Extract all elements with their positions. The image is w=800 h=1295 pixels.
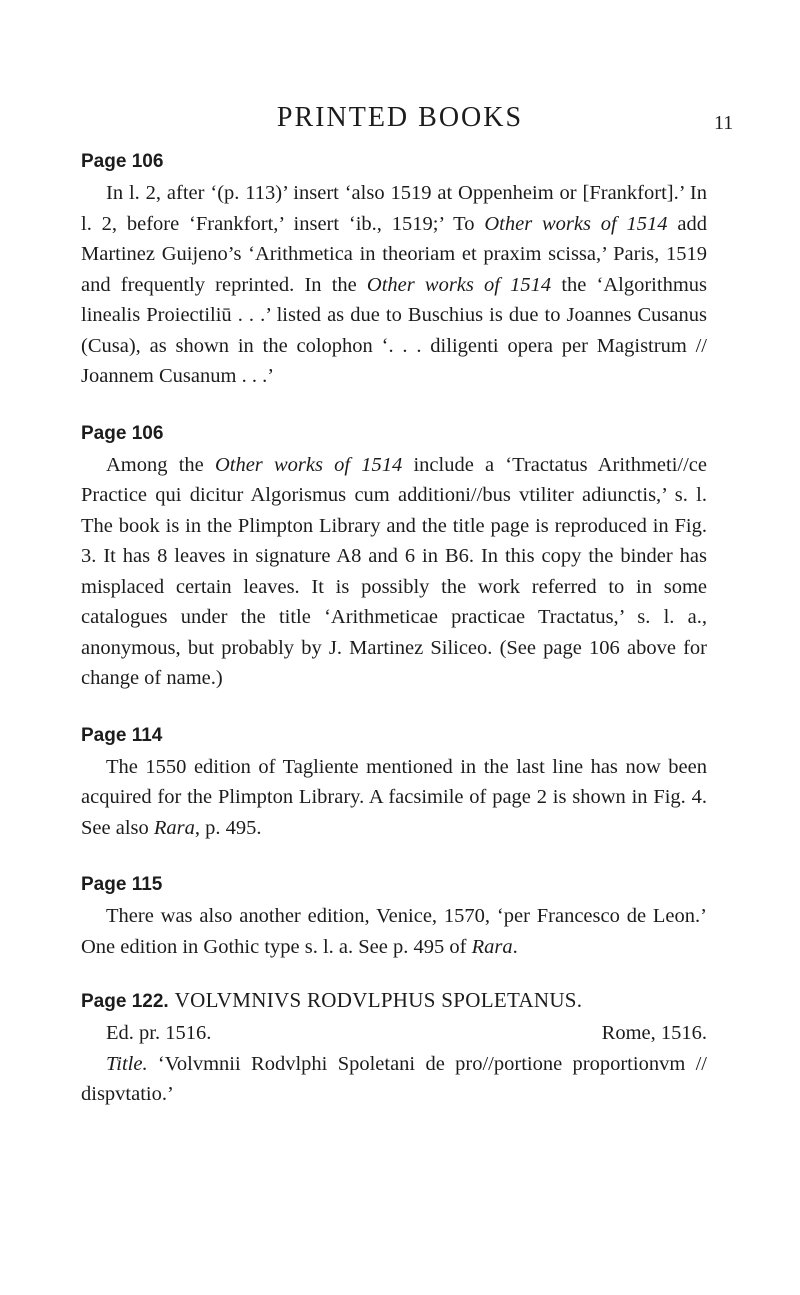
section-heading: Page 115 — [81, 874, 163, 895]
text-run: There was also another edition, Venice, 1570, ‘per Francesco de Leon.’ One edition in Gothic type s. l. a. See p. 495 of — [81, 905, 707, 958]
page-number: 11 — [714, 112, 734, 134]
section-page-106-a — [81, 150, 707, 392]
heading-author: VOLVMNIVS RODVLPHUS SPOLETANUS. — [174, 988, 583, 1012]
section-heading: Page 114 — [81, 724, 163, 746]
section-page-114 — [81, 724, 707, 844]
page-body — [81, 150, 707, 1140]
text-run: . — [512, 935, 518, 958]
running-head: PRINTED BOOKS — [276, 102, 524, 133]
heading-label: Page 122. — [81, 991, 169, 1012]
section-heading: Page 106 — [81, 422, 164, 444]
section-heading: Page 106 — [81, 151, 164, 172]
edition-row — [81, 1018, 707, 1049]
text-run: Among the — [106, 453, 215, 476]
section-paragraph — [81, 901, 707, 962]
italic-title: Other works of 1514 — [214, 453, 403, 476]
text-run: The 1550 edition of Tagliente mentioned in the last line has now been acquired for the Plimpton Library. A facsimile of page 2 is shown in Fig. 4. See also — [81, 755, 707, 839]
section-paragraph — [81, 450, 707, 694]
text-run: include a ‘Tractatus Arithmeti//ce Practice qui dicitur Algorismus cum additioni//bus vtiliter adiunctis,’ s. l. The book is in the Plimpton Library and the title page is reproduced in Fig. 3. It has 8 leaves in signature A8 and 6 in B6. In this copy the binder has misplaced certain leaves. It is possibly the work referred to in some catalogues under the title ‘Arithmeticae practicae Tractatus,’ s. l. a., anonymous, but probably by J. Martinez Siliceo. (See page 106 above for change of name.) — [81, 453, 708, 689]
text-run: add Martinez Guijeno’s ‘Arithmetica in theoriam et praxim scissa,’ Paris, 1519 and frequently reprinted. In the — [81, 212, 707, 296]
edition-place-date: Rome, 1516. — [601, 1022, 707, 1044]
title-label: Title. — [106, 1052, 148, 1075]
text-run: In l. 2, after ‘(p. 113)’ insert ‘also 1519 at Oppenheim or [Frankfort].’ In l. 2, before ‘Frankfort,’ insert ‘ib., 1519;’ To — [81, 182, 707, 235]
edition-princeps: Ed. pr. 1516. — [106, 1022, 212, 1044]
italic-title: Rara — [471, 935, 513, 958]
italic-title: Other works of 1514 — [366, 273, 552, 296]
italic-title: Other works of 1514 — [484, 212, 668, 235]
section-paragraph — [81, 178, 707, 392]
section-paragraph — [81, 1049, 707, 1110]
section-page-106-b — [81, 422, 707, 694]
section-paragraph — [81, 752, 707, 844]
text-run: , p. 495. — [194, 816, 262, 839]
section-page-115 — [81, 873, 707, 962]
text-run: the ‘Algorithmus linealis Proiectiliū . . .’ listed as due to Buschius is due to Joannes Cusanus (Cusa), as shown in the colophon ‘. . . diligenti opera per Magistrum // Joannem Cusanum . . .’ — [81, 273, 707, 387]
italic-title: Rara — [153, 816, 195, 839]
section-page-122 — [81, 988, 707, 1110]
text-run: ‘Volvmnii Rodvlphi Spoletani de pro//portione proportionvm // dispvtatio.’ — [81, 1052, 707, 1105]
section-heading — [81, 988, 707, 1014]
